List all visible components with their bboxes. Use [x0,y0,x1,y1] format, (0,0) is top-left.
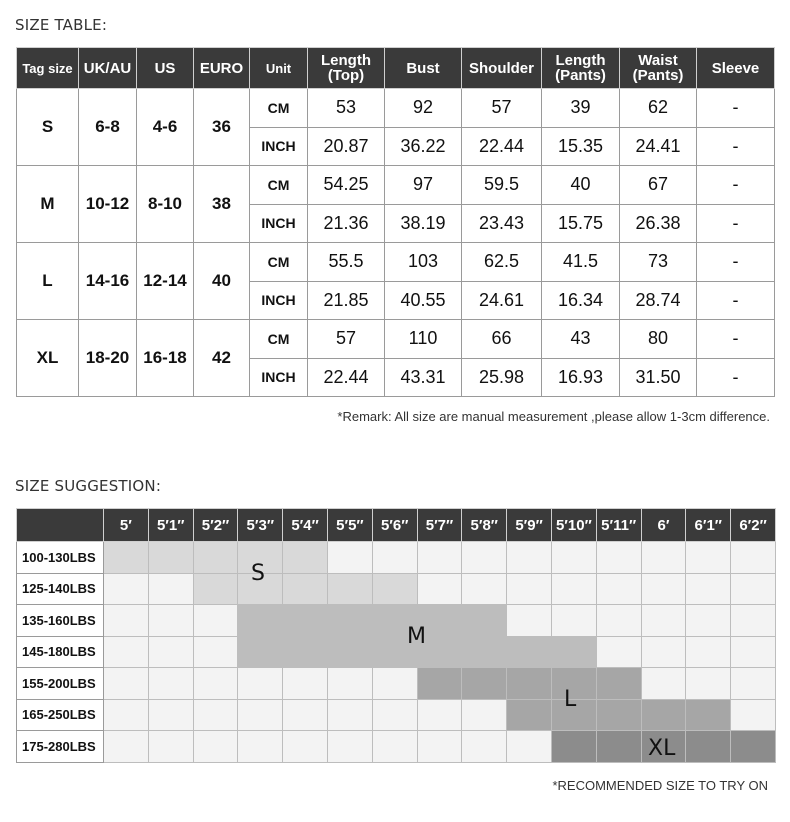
uk-au-cell: 18-20 [79,320,137,397]
grid-cell [731,636,776,668]
measurement-cell: 20.87 [308,127,385,166]
measurement-cell: 28.74 [620,281,697,320]
us-cell: 12-14 [137,243,194,320]
uk-au-cell: 6-8 [79,89,137,166]
grid-cell [238,636,283,668]
grid-cell [193,605,238,637]
grid-cell [462,573,507,605]
weight-row [17,605,776,637]
euro-cell: 38 [194,166,250,243]
remark-note: *Remark: All size are manual measurement ,please allow 1-3cm difference. [337,409,770,424]
uk-au-cell: 14-16 [79,243,137,320]
grid-cell [507,731,552,763]
measurement-cell: 92 [385,89,462,128]
measurement-cell: - [697,204,775,243]
height-header-row [17,509,776,542]
tag-size-cell: L [17,243,79,320]
measurement-cell: 110 [385,320,462,359]
uk-au-cell: 10-12 [79,166,137,243]
grid-cell [641,668,686,700]
grid-cell [641,699,686,731]
measurement-cell: 21.85 [308,281,385,320]
height-header-cell: 5′2″ [193,509,238,542]
grid-cell [462,636,507,668]
measurement-cell: - [697,166,775,205]
height-header-cell: 5′3″ [238,509,283,542]
grid-cell [731,731,776,763]
grid-cell [104,731,149,763]
grid-cell [462,699,507,731]
grid-cell [462,542,507,574]
height-header-cell: 5′10″ [551,509,596,542]
tag-size-cell: XL [17,320,79,397]
grid-cell [731,542,776,574]
measurement-cell: 73 [620,243,697,282]
weight-label: 155-200LBS [17,668,104,700]
grid-cell [686,699,731,731]
height-header-cell: 5′9″ [507,509,552,542]
measurement-cell: 54.25 [308,166,385,205]
measurement-cell: 23.43 [462,204,542,243]
grid-cell [193,636,238,668]
measurement-cell: 67 [620,166,697,205]
height-header-cell: 5′7″ [417,509,462,542]
grid-cell [462,605,507,637]
height-header-cell: 5′5″ [327,509,372,542]
size-table [16,47,775,397]
grid-cell [596,573,641,605]
grid-cell [641,605,686,637]
header-cell: UK/AU [79,48,137,89]
grid-cell [148,542,193,574]
weight-label: 145-180LBS [17,636,104,668]
grid-cell [148,668,193,700]
grid-cell [148,605,193,637]
measurement-cell: 15.35 [542,127,620,166]
grid-cell [327,573,372,605]
grid-cell [417,731,462,763]
measurement-cell: 24.61 [462,281,542,320]
measurement-cell: - [697,243,775,282]
grid-cell [417,699,462,731]
measurement-cell: - [697,320,775,359]
grid-cell [731,668,776,700]
grid-cell [327,636,372,668]
grid-cell [193,731,238,763]
size-table-header-row [17,48,775,89]
grid-cell [283,668,328,700]
zone-label-xl: XL [648,736,676,761]
us-cell: 4-6 [137,89,194,166]
header-cell: Bust [385,48,462,89]
grid-cell [686,731,731,763]
grid-cell [238,731,283,763]
unit-cell: CM [250,320,308,359]
grid-cell [104,636,149,668]
grid-cell [327,542,372,574]
height-header-cell: 5′1″ [148,509,193,542]
unit-cell: CM [250,89,308,128]
measurement-cell: 36.22 [385,127,462,166]
tag-size-cell: S [17,89,79,166]
header-cell: US [137,48,194,89]
grid-cell [104,668,149,700]
weight-row [17,668,776,700]
measurement-cell: - [697,281,775,320]
unit-cell: INCH [250,281,308,320]
measurement-cell: - [697,89,775,128]
grid-cell [372,542,417,574]
grid-cell [462,668,507,700]
unit-cell: INCH [250,358,308,397]
measurement-cell: 25.98 [462,358,542,397]
grid-cell [238,699,283,731]
height-header-cell: 5′4″ [283,509,328,542]
header-cell: Tag size [17,48,79,89]
grid-cell [327,668,372,700]
grid-cell [193,573,238,605]
grid-cell [104,573,149,605]
weight-label: 135-160LBS [17,605,104,637]
measurement-cell: 97 [385,166,462,205]
grid-cell [731,573,776,605]
grid-cell [193,668,238,700]
measurement-cell: 26.38 [620,204,697,243]
measurement-cell: 62 [620,89,697,128]
grid-cell [596,542,641,574]
grid-cell [641,573,686,605]
grid-cell [596,731,641,763]
grid-cell [551,636,596,668]
header-cell: Length (Pants) [542,48,620,89]
grid-cell [417,542,462,574]
grid-cell [104,699,149,731]
weight-label: 100-130LBS [17,542,104,574]
grid-cell [283,731,328,763]
us-cell: 8-10 [137,166,194,243]
grid-cell [462,731,507,763]
grid-cell [104,542,149,574]
grid-cell [596,636,641,668]
measurement-cell: - [697,358,775,397]
measurement-cell: 22.44 [462,127,542,166]
grid-cell [731,605,776,637]
grid-cell [507,699,552,731]
weight-row [17,573,776,605]
measurement-cell: 31.50 [620,358,697,397]
grid-cell [148,731,193,763]
grid-cell [596,699,641,731]
measurement-cell: 38.19 [385,204,462,243]
grid-cell [686,542,731,574]
table-row [17,89,775,128]
header-cell: Sleeve [697,48,775,89]
grid-cell [238,668,283,700]
grid-cell [327,605,372,637]
measurement-cell: 66 [462,320,542,359]
corner-cell [17,509,104,542]
grid-cell [551,605,596,637]
grid-cell [193,699,238,731]
measurement-cell: 57 [308,320,385,359]
height-header-cell: 5′ [104,509,149,542]
grid-cell [372,731,417,763]
grid-cell [283,573,328,605]
unit-cell: INCH [250,204,308,243]
euro-cell: 36 [194,89,250,166]
grid-cell [731,699,776,731]
measurement-cell: 43.31 [385,358,462,397]
weight-label: 165-250LBS [17,699,104,731]
euro-cell: 40 [194,243,250,320]
us-cell: 16-18 [137,320,194,397]
table-row [17,243,775,282]
measurement-cell: 16.34 [542,281,620,320]
grid-cell [686,668,731,700]
measurement-cell: 40.55 [385,281,462,320]
zone-label-l: L [564,687,577,712]
height-header-cell: 6′2″ [731,509,776,542]
height-header-cell: 5′6″ [372,509,417,542]
size-suggestion-grid [16,508,776,763]
size-suggestion-title: SIZE SUGGESTION: [15,477,162,495]
weight-label: 125-140LBS [17,573,104,605]
grid-cell [148,636,193,668]
grid-cell [596,668,641,700]
grid-cell [686,573,731,605]
grid-cell [148,699,193,731]
grid-cell [283,605,328,637]
grid-cell [283,699,328,731]
height-header-cell: 5′11″ [596,509,641,542]
measurement-cell: 41.5 [542,243,620,282]
grid-cell [551,542,596,574]
euro-cell: 42 [194,320,250,397]
weight-label: 175-280LBS [17,731,104,763]
header-cell: Unit [250,48,308,89]
zone-label-m: M [407,624,426,649]
measurement-cell: 21.36 [308,204,385,243]
measurement-cell: 40 [542,166,620,205]
grid-cell [507,636,552,668]
height-header-cell: 6′1″ [686,509,731,542]
grid-cell [327,699,372,731]
grid-cell [551,731,596,763]
grid-cell [283,542,328,574]
measurement-cell: 55.5 [308,243,385,282]
measurement-cell: 24.41 [620,127,697,166]
weight-row [17,636,776,668]
grid-cell [641,636,686,668]
grid-cell [372,699,417,731]
weight-row [17,542,776,574]
unit-cell: CM [250,243,308,282]
grid-cell [238,605,283,637]
grid-cell [148,573,193,605]
grid-cell [193,542,238,574]
zone-label-s: S [251,561,265,586]
measurement-cell: 43 [542,320,620,359]
measurement-cell: 22.44 [308,358,385,397]
table-row [17,166,775,205]
grid-cell [283,636,328,668]
measurement-cell: 62.5 [462,243,542,282]
grid-cell [507,573,552,605]
measurement-cell: 57 [462,89,542,128]
grid-cell [372,573,417,605]
measurement-cell: 53 [308,89,385,128]
header-cell: EURO [194,48,250,89]
height-header-cell: 6′ [641,509,686,542]
grid-cell [327,731,372,763]
height-header-cell: 5′8″ [462,509,507,542]
measurement-cell: 16.93 [542,358,620,397]
grid-cell [551,573,596,605]
header-cell: Waist (Pants) [620,48,697,89]
header-cell: Length (Top) [308,48,385,89]
recommended-note: *RECOMMENDED SIZE TO TRY ON [552,778,768,793]
measurement-cell: 103 [385,243,462,282]
grid-cell [507,542,552,574]
grid-cell [104,605,149,637]
grid-cell [686,605,731,637]
grid-cell [507,605,552,637]
grid-cell [417,668,462,700]
measurement-cell: 39 [542,89,620,128]
grid-cell [372,668,417,700]
unit-cell: CM [250,166,308,205]
tag-size-cell: M [17,166,79,243]
header-cell: Shoulder [462,48,542,89]
table-row [17,320,775,359]
measurement-cell: - [697,127,775,166]
weight-row [17,699,776,731]
measurement-cell: 80 [620,320,697,359]
size-table-title: SIZE TABLE: [15,16,108,34]
unit-cell: INCH [250,127,308,166]
grid-cell [641,542,686,574]
grid-cell [596,605,641,637]
grid-cell [686,636,731,668]
measurement-cell: 15.75 [542,204,620,243]
measurement-cell: 59.5 [462,166,542,205]
grid-cell [417,573,462,605]
grid-cell [507,668,552,700]
